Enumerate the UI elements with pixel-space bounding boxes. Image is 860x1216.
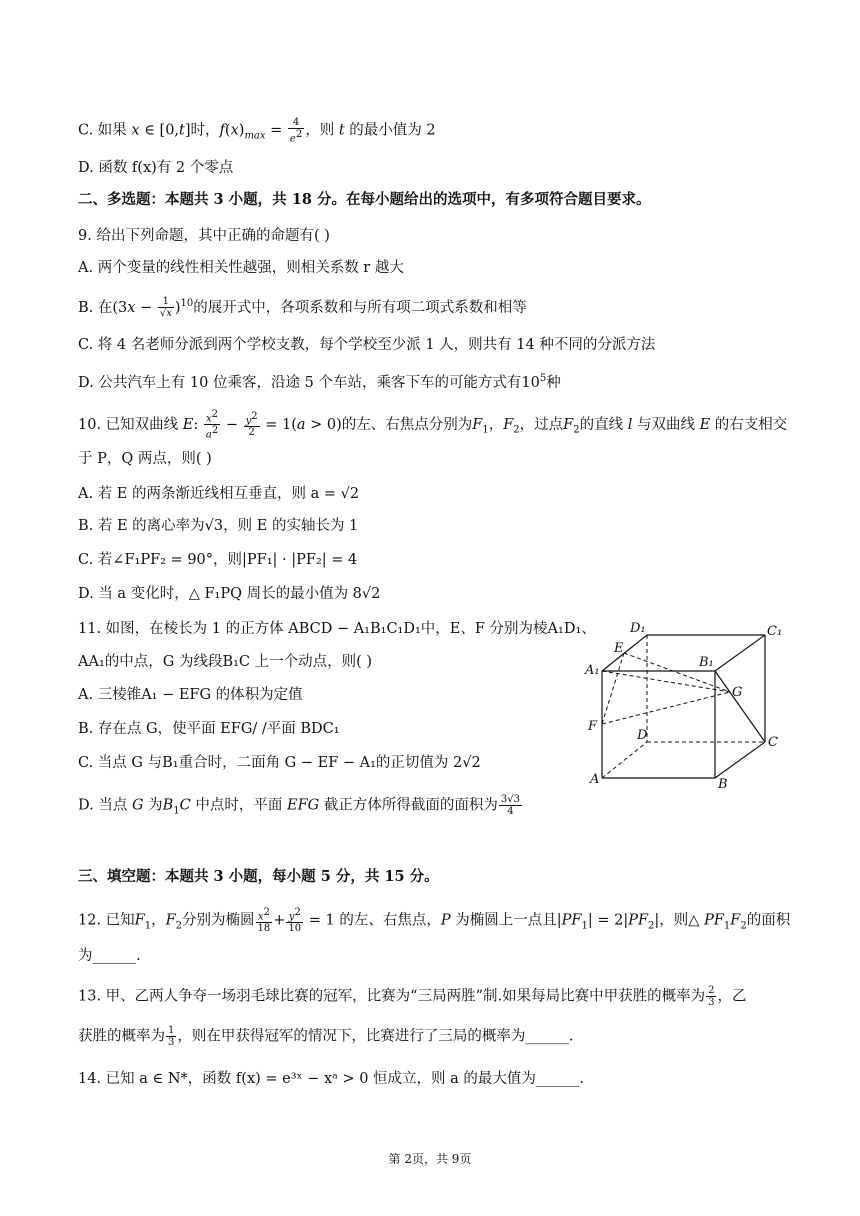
- label-g: G: [732, 685, 743, 700]
- label-d: D: [637, 728, 648, 743]
- question-10: 10. 已知双曲线 E: $\frac{x^2}{a^2}$ − $\frac{y^2}{2}$ = 1(a > 0)的左、右焦点分别为$F_1$，$F_2$，过点$F_2$的直线 l 与双曲线 E 的右支相交: [78, 409, 788, 441]
- option-10b: B. 若 E 的离心率为√3，则 E 的实轴长为 1: [78, 518, 359, 534]
- cube-figure: [582, 618, 782, 793]
- page-footer: 第 2页，共 9页: [388, 1152, 472, 1166]
- option-10a: A. 若 E 的两条渐近线相互垂直，则 a = √2: [78, 486, 360, 502]
- label-b1: B₁: [699, 655, 714, 670]
- label-c1: C₁: [767, 624, 782, 639]
- label-d1: D₁: [630, 621, 646, 636]
- option-11a: A. 三棱锥A₁ − EFG 的体积为定值: [78, 687, 303, 703]
- question-11: 11. 如图，在棱长为 1 的正方体 ABCD − A₁B₁C₁D₁中，E、F 分别为棱A₁D₁、: [78, 621, 596, 637]
- option-11b: B. 存在点 G，使平面 EFG/ /平面 BDC₁: [78, 721, 340, 737]
- section-3-heading: 三、填空题：本题共 3 小题，每小题 5 分，共 15 分。: [78, 868, 439, 885]
- question-14: 14. 已知 a ∈ N*，函数 f(x) = e³ˣ − xᵃ > 0 恒成立，则 a 的最大值为______.: [78, 1071, 584, 1087]
- label-a1: A₁: [585, 663, 600, 678]
- question-13: 13. 甲、乙两人争夺一场羽毛球比赛的冠军，比赛为“三局两胜”制.如果每局比赛中甲获胜的概率为 $\frac{2}{3}$ ，乙: [78, 985, 747, 1008]
- option-10c: C. 若∠F₁PF₂ = 90°，则|PF₁| · |PF₂| = 4: [78, 552, 358, 568]
- question-10-cont: 于 P，Q 两点，则( ): [78, 451, 212, 467]
- option-9a: A. 两个变量的线性相关性越强，则相关系数 r 越大: [78, 260, 404, 276]
- label-b: B: [718, 777, 728, 792]
- question-12: 12. 已知$F_1$，$F_2$分别为椭圆 $\frac{x^2}{18}$ + $\frac{y^2}{10}$ = 1 的左、右焦点，P 为椭圆上一点且$|PF_1| = 2|PF_2|$，则△ $PF_1F_2$的面积: [78, 907, 791, 935]
- option-9b: B. 在(3x − $\frac{1}{√x}$ )$^{10}$的展开式中，各项系数和与所有项二项式系数和相等: [78, 296, 527, 320]
- label-a: A: [590, 772, 600, 787]
- option-10d: D. 当 a 变化时，△ F₁PQ 周长的最小值为 8√2: [78, 586, 381, 602]
- question-13-cont: 获胜的概率为 $\frac{1}{3}$ ，则在甲获得冠军的情况下，比赛进行了三局的概率为______.: [78, 1025, 574, 1048]
- question-9: 9. 给出下列命题，其中正确的命题有( ): [78, 228, 330, 244]
- question-11-cont: AA₁的中点，G 为线段B₁C 上一个动点，则( ): [78, 654, 373, 670]
- option-9d: D. 公共汽车上有 10 位乘客，沿途 5 个车站，乘客下车的可能方式有$10^5$种: [78, 373, 561, 391]
- label-e: E: [614, 641, 624, 656]
- question-12-cont: 为______.: [78, 948, 141, 964]
- label-c: C: [768, 735, 778, 750]
- section-2-heading: 二、多选题：本题共 3 小题，共 18 分。在每小题给出的选项中，有多项符合题目要求。: [78, 191, 651, 208]
- option-11d: D. 当点 G 为$B_1C$ 中点时，平面 EFG 截正方体所得截面的面积为 $\frac{3√3}{4}$: [78, 794, 520, 817]
- option-8c: C. 如果 x ∈ [0,t]时，$f(x)_{max}$ = $\frac{4}{e^2}$ ，则 t 的最小值为 2: [78, 117, 436, 145]
- option-8d: D. 函数 f(x)有 2 个零点: [78, 160, 234, 176]
- label-f: F: [588, 719, 598, 734]
- option-9c: C. 将 4 名老师分派到两个学校支教，每个学校至少派 1 人，则共有 14 种不同的分派方法: [78, 337, 656, 353]
- option-11c: C. 当点 G 与B₁重合时，二面角 G − EF − A₁的正切值为 2√2: [78, 755, 481, 771]
